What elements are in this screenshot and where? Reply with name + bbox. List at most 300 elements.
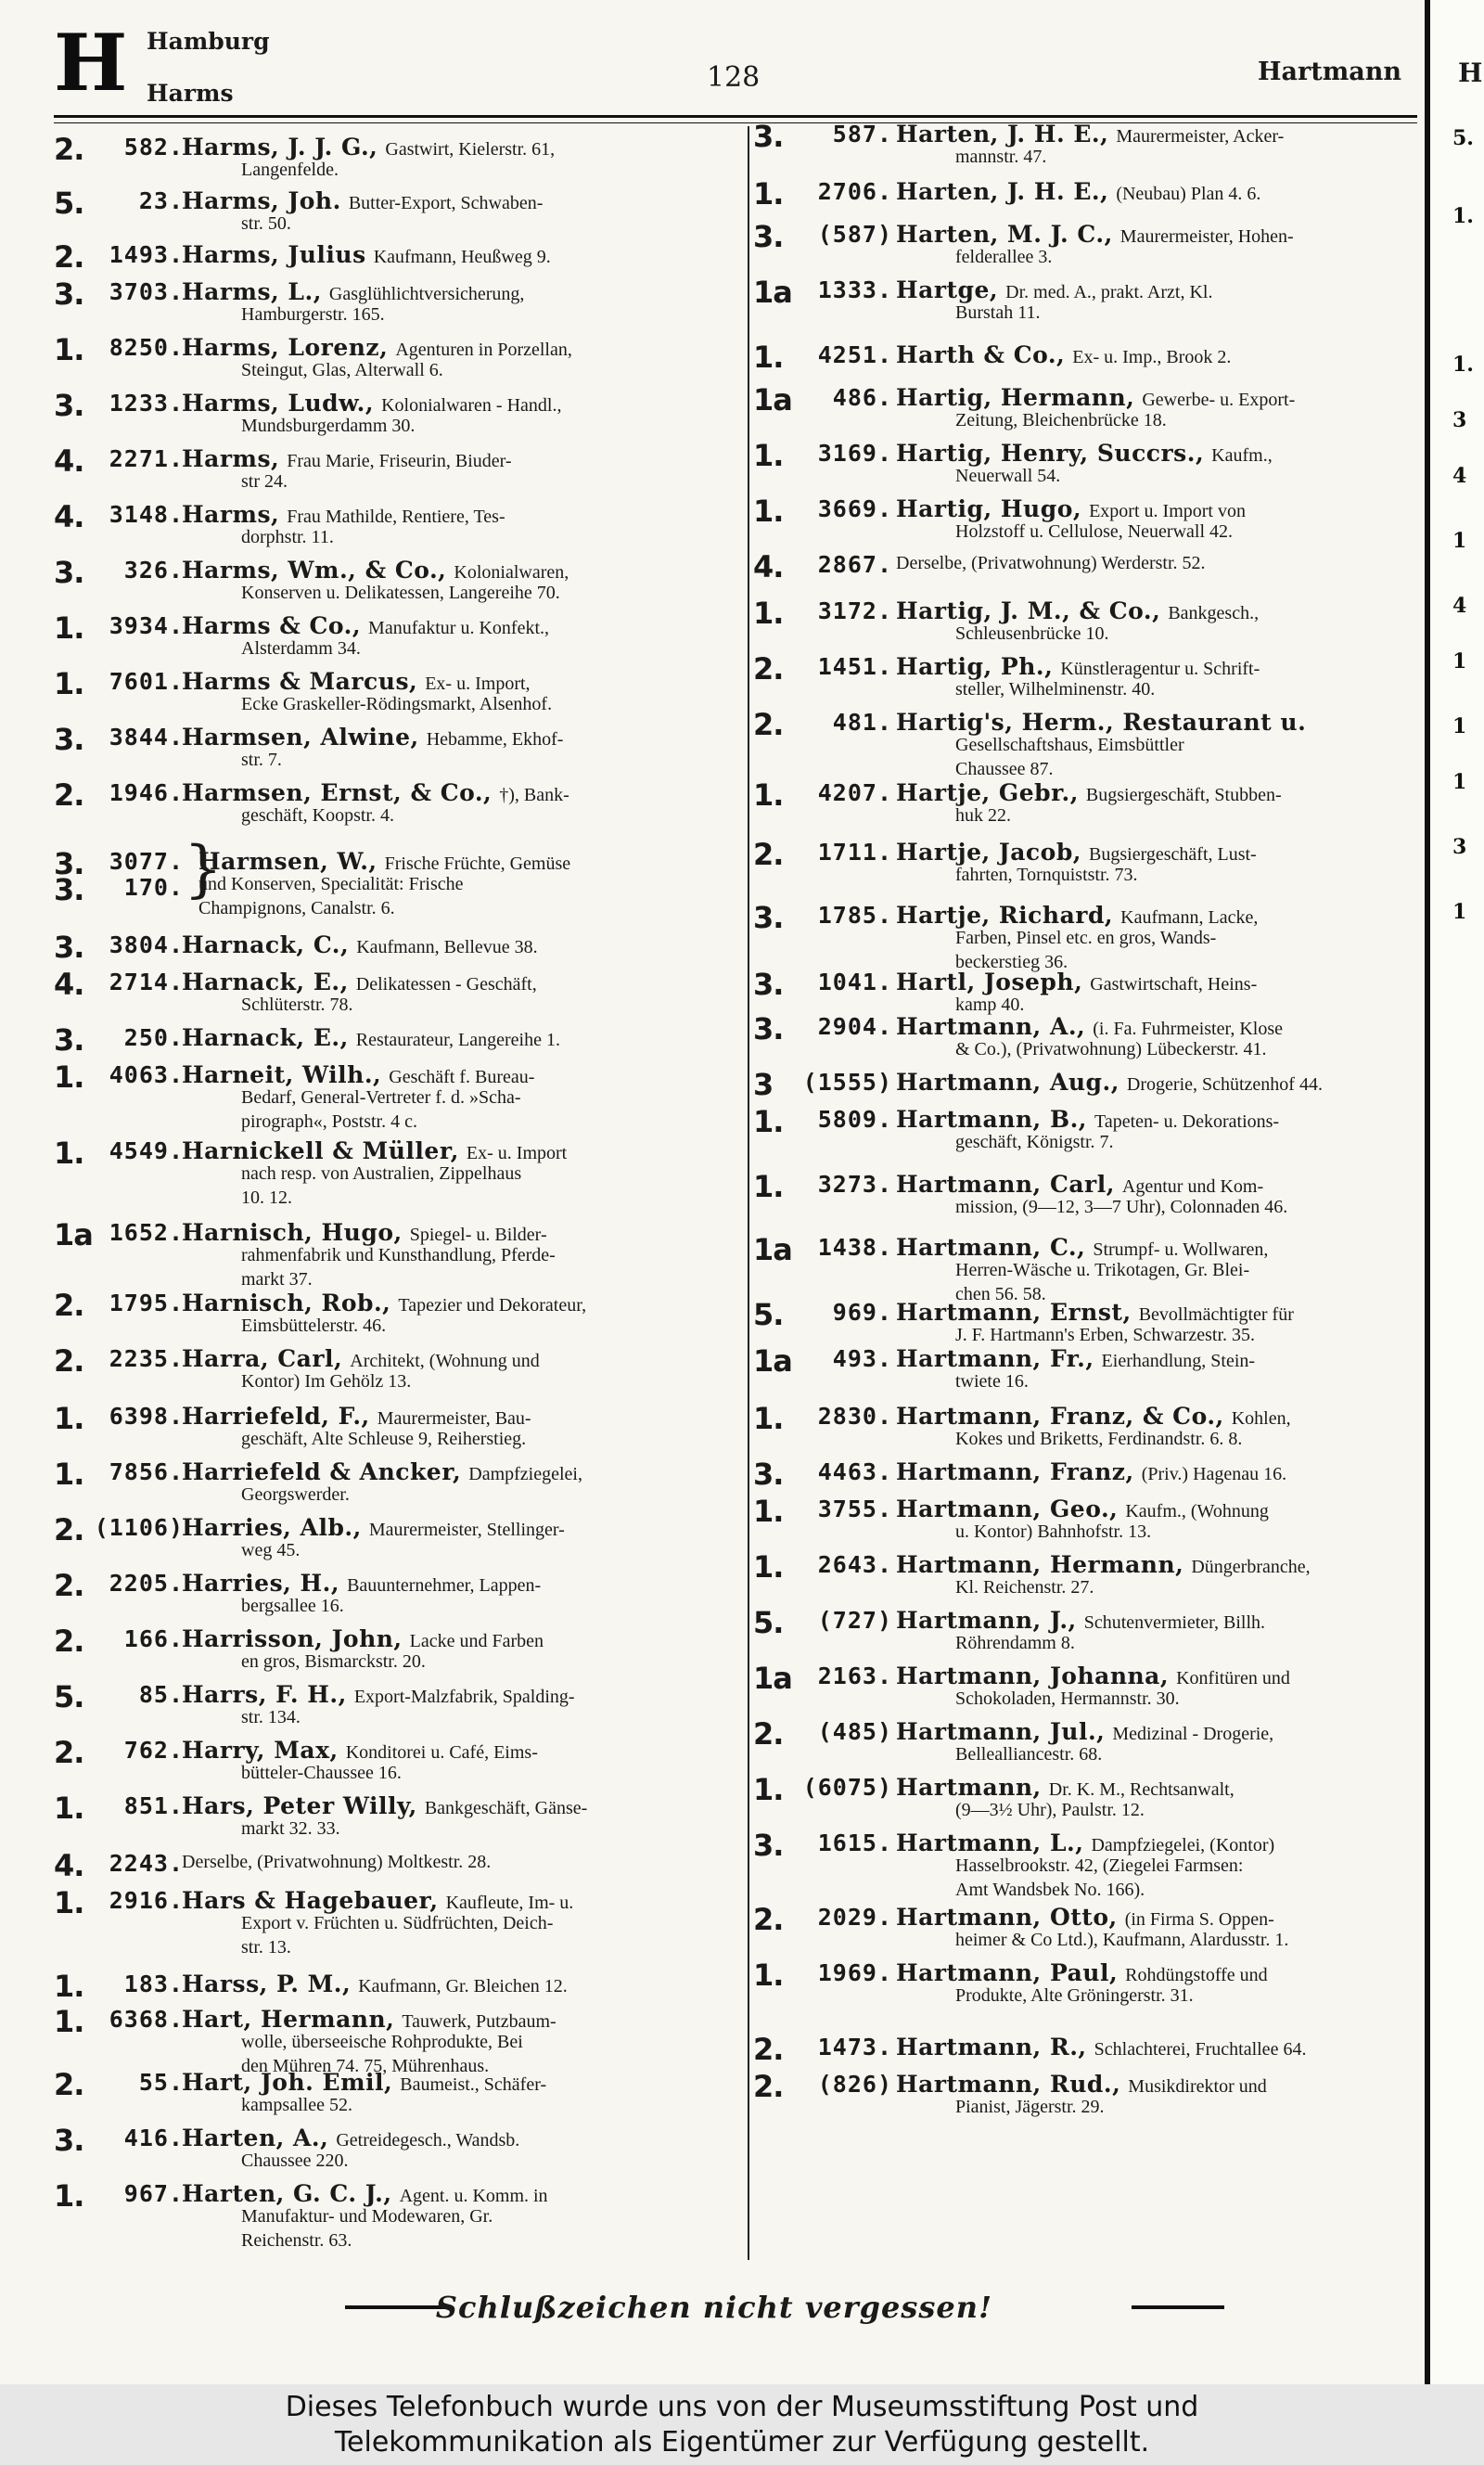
phone-number: 2706. — [817, 178, 892, 205]
entry-description: Dr. K. M., Rechtsanwalt, — [1048, 1779, 1235, 1800]
directory-entry — [753, 380, 1430, 436]
entry-description: Lacke und Farben — [409, 1631, 544, 1651]
entry-line-1 — [182, 1403, 531, 1430]
entry-continuation: Kl. Reichenstr. 27. — [955, 1577, 1094, 1598]
entry-continuation: str 24. — [241, 471, 288, 492]
directory-entry — [753, 1956, 1430, 2011]
entry-continuation: (9—3½ Uhr), Paulstr. 12. — [955, 1800, 1145, 1820]
directory-entry — [54, 965, 744, 1021]
entry-continuation-2: pirograph«, Poststr. 4 c. — [241, 1111, 417, 1132]
entry-continuation-2: str. 13. — [241, 1937, 291, 1958]
phone-number: 1652. — [109, 1219, 184, 1246]
directory-entry — [54, 776, 744, 831]
entry-line-1 — [182, 1458, 582, 1485]
exchange-code: 2. — [54, 1735, 84, 1770]
entry-continuation-2: den Mühren 74. 75, Mührenhaus. — [241, 2056, 490, 2076]
entry-line-1 — [896, 1718, 1273, 1745]
phone-number: 3934. — [109, 612, 184, 639]
exchange-code: 3. — [753, 1457, 784, 1492]
phone-number: 1969. — [817, 1959, 892, 1986]
subscriber-name: Hartig's, Herm., Restaurant u. — [896, 709, 1307, 736]
entry-description: Kaufm., (Wohnung — [1125, 1501, 1269, 1521]
adjacent-page-digit: 5. — [1452, 126, 1474, 150]
adjacent-page-digit: 1 — [1452, 649, 1467, 674]
exchange-code: 3. — [54, 388, 84, 423]
directory-entry — [54, 664, 744, 720]
subscriber-name: Harten, J. H. E., — [896, 178, 1109, 205]
entry-description: Dampfziegelei, — [468, 1464, 582, 1484]
exchange-code: 2. — [753, 837, 784, 872]
entry-description: Baumeist., Schäfer- — [400, 2074, 547, 2095]
entry-continuation-2: markt 37. — [241, 1269, 313, 1290]
entry-description: Drogerie, Schützenhof 44. — [1126, 1074, 1323, 1095]
exchange-code: 1. — [753, 1169, 784, 1204]
entry-description: Kohlen, — [1231, 1408, 1291, 1429]
entry-description: Bugsiergeschäft, Lust- — [1089, 844, 1257, 865]
phone-number: 183. — [123, 1971, 184, 1997]
directory-entry — [54, 720, 744, 776]
exchange-code: 1. — [753, 1772, 784, 1807]
subscriber-name: Hartmann, A., — [896, 1013, 1086, 1040]
entry-line-1 — [896, 495, 1246, 522]
entry-line-1 — [896, 902, 1258, 929]
entry-description: Bankgesch., — [1168, 603, 1260, 623]
adjacent-page-digit: 3 — [1452, 835, 1467, 859]
entry-line-1 — [896, 1829, 1274, 1856]
entry-description: Maurermeister, Stellinger- — [368, 1520, 565, 1540]
entry-line-1 — [896, 551, 1206, 574]
entry-line-1 — [896, 1345, 1255, 1372]
phone-number: 416. — [123, 2125, 184, 2151]
subscriber-name: Harry, Max, — [182, 1737, 339, 1764]
entry-continuation-2: 10. 12. — [241, 1188, 292, 1208]
entry-line-1 — [896, 178, 1260, 205]
exchange-code: 1. — [753, 596, 784, 631]
phone-number: 4463. — [817, 1458, 892, 1485]
entry-line-1 — [896, 1403, 1291, 1430]
directory-entry — [54, 130, 744, 186]
subscriber-name: Hartmann, Ernst, — [896, 1299, 1132, 1326]
entry-line-1 — [182, 1345, 540, 1372]
phone-number: 3273. — [817, 1171, 892, 1198]
phone-number: 3169. — [817, 440, 892, 467]
adjacent-page-letter: H — [1458, 58, 1483, 88]
directory-entry — [54, 609, 744, 664]
phone-number: 3077. — [109, 848, 184, 875]
phone-number: 1946. — [109, 779, 184, 806]
entry-continuation: Georgswerder. — [241, 1484, 350, 1505]
entry-continuation: kamp 40. — [955, 995, 1025, 1015]
entry-line-1 — [182, 187, 543, 214]
entry-line-1 — [182, 557, 569, 584]
exchange-code: 1. — [54, 1401, 84, 1436]
footer-bar-right — [1132, 2305, 1224, 2309]
directory-entry — [753, 1826, 1430, 1900]
entry-description: Ex- u. Import, — [425, 674, 531, 694]
phone-number: 2714. — [109, 969, 184, 995]
entry-continuation: Export v. Früchten u. Südfrüchten, Deich- — [241, 1913, 554, 1933]
exchange-code: 4. — [54, 499, 84, 534]
directory-entry — [753, 2067, 1430, 2123]
subscriber-name: Harrisson, John, — [182, 1625, 403, 1652]
entry-continuation: Manufaktur- und Modewaren, Gr. — [241, 2206, 493, 2227]
entry-continuation: Alsterdamm 34. — [241, 638, 361, 659]
directory-entry — [753, 1342, 1430, 1397]
entry-continuation: weg 45. — [241, 1540, 301, 1560]
exchange-code: 1. — [753, 1958, 784, 1993]
phone-number: 1451. — [817, 653, 892, 680]
subscriber-name: Hart, Joh. Emil, — [182, 2069, 393, 2096]
entry-description: Delikatessen - Geschäft, — [355, 974, 537, 995]
phone-number: 3844. — [109, 724, 184, 751]
entry-description: Schutenvermieter, Billh. — [1083, 1612, 1266, 1633]
directory-entry — [753, 117, 1430, 173]
entry-line-1 — [182, 1024, 560, 1051]
entry-line-1 — [198, 848, 570, 875]
exchange-code: 5. — [54, 1679, 84, 1714]
entry-description: Getreidegesch., Wandsb. — [336, 2130, 520, 2150]
credit-line-2: Telekommunikation als Eigentümer zur Verfügung gestellt. — [334, 2426, 1150, 2459]
subscriber-name: Hartmann, Fr., — [896, 1345, 1094, 1372]
directory-entry — [54, 2121, 744, 2176]
directory-entry — [753, 1230, 1430, 1304]
entry-description: Kaufmann, Lacke, — [1120, 907, 1259, 928]
entry-continuation-2: beckerstieg 36. — [955, 952, 1068, 972]
exchange-code: 1. — [753, 176, 784, 212]
exchange-code: 1. — [54, 610, 84, 646]
entry-line-1 — [182, 1570, 541, 1597]
entry-line-1 — [182, 1737, 538, 1764]
entry-continuation: J. F. Hartmann's Erben, Schwarzestr. 35. — [955, 1325, 1256, 1345]
column-divider — [748, 126, 749, 2260]
exchange-code: 1. — [753, 438, 784, 473]
directory-entry — [753, 649, 1430, 705]
entry-description: Ex- u. Imp., Brook 2. — [1072, 347, 1232, 367]
adjacent-page-digit: 1 — [1452, 770, 1467, 794]
entry-description: Spiegel- u. Bilder- — [409, 1225, 547, 1245]
entry-continuation: steller, Wilhelminenstr. 40. — [955, 679, 1156, 700]
phone-number: 166. — [123, 1625, 184, 1652]
subscriber-name: Hartmann, Hermann, — [896, 1551, 1184, 1578]
phone-number: 1438. — [817, 1234, 892, 1261]
subscriber-name: Harten, G. C. J., — [182, 2180, 392, 2207]
subscriber-name: Harnickell & Müller, — [182, 1137, 459, 1164]
subscriber-name: Harra, Carl, — [182, 1345, 343, 1372]
entry-description: Restaurateur, Langereihe 1. — [355, 1030, 560, 1050]
directory-entry — [753, 1547, 1430, 1603]
phone-number: (1106) — [94, 1514, 184, 1541]
entry-description: Schlachterei, Fruchtallee 64. — [1094, 2039, 1307, 2060]
phone-number: 170. — [123, 874, 184, 901]
entry-continuation: nach resp. von Australien, Zippelhaus — [241, 1163, 522, 1184]
entry-description: Dampfziegelei, (Kontor) — [1091, 1835, 1275, 1855]
directory-entry — [753, 594, 1430, 649]
phone-number: 23. — [138, 187, 184, 214]
adjacent-page-digit: 1 — [1452, 529, 1467, 553]
phone-number: 1233. — [109, 390, 184, 417]
subscriber-name: Harriefeld & Ancker, — [182, 1458, 462, 1485]
directory-entry — [54, 1134, 744, 1208]
entry-continuation: Gesellschaftshaus, Eimsbüttler — [955, 735, 1184, 755]
exchange-code: 1. — [753, 777, 784, 813]
phone-number: 55. — [138, 2069, 184, 2096]
exchange-code: 1. — [54, 1885, 84, 1920]
exchange-code: 1a — [753, 1232, 792, 1267]
entry-description: Hebamme, Ekhof- — [426, 729, 564, 750]
directory-entry — [753, 1399, 1430, 1455]
entry-line-1 — [896, 1234, 1268, 1261]
entry-description: Bugsiergeschäft, Stubben- — [1085, 785, 1282, 805]
entry-continuation: markt 32. 33. — [241, 1818, 340, 1839]
entry-continuation: geschäft, Alte Schleuse 9, Reiherstieg. — [241, 1429, 527, 1449]
entry-line-1 — [896, 1171, 1263, 1198]
entry-continuation: Pianist, Jägerstr. 29. — [955, 2097, 1105, 2117]
phone-number: (1555) — [802, 1069, 892, 1096]
phone-number: 2243. — [109, 1850, 184, 1877]
directory-entry — [54, 386, 744, 442]
credit-banner — [0, 2384, 1484, 2465]
entry-continuation: & Co.), (Privatwohnung) Lübeckerstr. 41. — [955, 1039, 1267, 1059]
entry-description: (Neubau) Plan 4. 6. — [1116, 184, 1261, 204]
entry-continuation: heimer & Co Ltd.), Kaufmann, Alardusstr. 1. — [955, 1930, 1289, 1950]
directory-entry — [54, 1789, 744, 1844]
entry-line-1 — [896, 121, 1284, 148]
subscriber-name: Harmsen, Alwine, — [182, 724, 419, 751]
entry-description: (Priv.) Hagenau 16. — [1141, 1464, 1287, 1484]
exchange-code: 2. — [54, 2067, 84, 2102]
subscriber-name: Harss, P. M., — [182, 1971, 352, 1997]
subscriber-name: Harms, Julius — [182, 241, 366, 268]
entry-description: Eierhandlung, Stein- — [1101, 1351, 1256, 1371]
entry-line-1 — [896, 276, 1212, 303]
entry-line-1 — [182, 241, 551, 268]
directory-entry — [54, 275, 744, 330]
entry-line-1 — [182, 931, 538, 958]
entry-description: Maurermeister, Acker- — [1116, 126, 1285, 147]
subscriber-name: Harten, M. J. C., — [896, 221, 1113, 248]
entry-continuation: Schleusenbrücke 10. — [955, 623, 1109, 644]
exchange-code: 3. — [54, 555, 84, 590]
entry-description: Derselbe, (Privatwohnung) Werderstr. 52. — [896, 553, 1206, 573]
phone-number: 582. — [123, 134, 184, 160]
entry-description: Bankgeschäft, Gänse- — [424, 1798, 588, 1818]
entry-description: Tauwerk, Putzbaum- — [402, 2011, 556, 2032]
exchange-code: 2. — [54, 1568, 84, 1603]
entry-line-1 — [896, 1496, 1269, 1522]
phone-number: 2205. — [109, 1570, 184, 1597]
phone-number: 2916. — [109, 1887, 184, 1914]
entry-description: Bevollmächtigter für — [1138, 1304, 1294, 1325]
directory-entry — [54, 330, 744, 386]
subscriber-name: Hartge, — [896, 276, 999, 303]
phone-number: 2029. — [817, 1904, 892, 1931]
credit-line-1: Dieses Telefonbuch wurde uns von der Museumsstiftung Post und — [285, 2391, 1199, 2423]
entry-continuation: Produkte, Alte Gröningerstr. 31. — [955, 1985, 1194, 2006]
subscriber-name: Hartmann, Rud., — [896, 2071, 1121, 2098]
entry-line-1 — [182, 1290, 586, 1316]
exchange-code: 4. — [54, 443, 84, 479]
exchange-code: 2. — [54, 1624, 84, 1659]
subscriber-name: Hartmann, Paul, — [896, 1959, 1119, 1986]
entry-line-1 — [182, 501, 505, 528]
entry-continuation: felderallee 3. — [955, 247, 1053, 267]
subscriber-name: Harms & Marcus, — [182, 668, 418, 695]
entry-description: Dr. med. A., prakt. Arzt, Kl. — [1005, 282, 1213, 302]
phone-number: (587) — [817, 221, 892, 248]
subscriber-name: Hartig, Hugo, — [896, 495, 1082, 522]
entry-description: Export-Malzfabrik, Spalding- — [353, 1687, 575, 1707]
phone-number: 3804. — [109, 931, 184, 958]
adjacent-page-digit: 1. — [1452, 353, 1474, 377]
entry-continuation: Hamburgerstr. 165. — [241, 304, 385, 325]
entry-line-1 — [896, 440, 1273, 467]
entry-line-1 — [896, 1904, 1274, 1931]
phone-number: 8250. — [109, 334, 184, 361]
directory-entry — [54, 1510, 744, 1566]
exchange-code: 3. — [54, 1022, 84, 1058]
directory-entry — [54, 553, 744, 609]
directory-entry — [54, 497, 744, 553]
exchange-code: 1. — [54, 666, 84, 701]
exchange-code: 1a — [54, 1217, 93, 1252]
phone-number: 6398. — [109, 1403, 184, 1430]
entry-continuation: bergsallee 16. — [241, 1596, 344, 1616]
subscriber-name: Hars & Hagebauer, — [182, 1887, 439, 1914]
directory-entry — [753, 1659, 1430, 1714]
phone-number: 1785. — [817, 902, 892, 929]
subscriber-name: Hart, Hermann, — [182, 2006, 395, 2033]
exchange-code: 3. — [54, 872, 84, 907]
subscriber-name: Hars, Peter Willy, — [182, 1792, 417, 1819]
entry-description: Tapezier und Dekorateur, — [398, 1295, 587, 1316]
exchange-code: 3. — [54, 846, 84, 881]
phone-number: (826) — [817, 2071, 892, 2098]
phone-number: 969. — [832, 1299, 892, 1326]
page-number: 128 — [707, 61, 761, 94]
entry-continuation-2: Champignons, Canalstr. 6. — [198, 898, 395, 918]
entry-line-1 — [896, 2034, 1306, 2061]
entry-description: Export u. Import von — [1089, 501, 1246, 521]
entry-continuation: Kokes und Briketts, Ferdinandstr. 6. 8. — [955, 1429, 1243, 1449]
entry-line-1 — [896, 2071, 1267, 2098]
entry-description: Tapeten- u. Dekorations- — [1094, 1111, 1280, 1132]
exchange-code: 2. — [753, 2032, 784, 2067]
phone-number: 1041. — [817, 969, 892, 995]
exchange-code: 3. — [54, 276, 84, 312]
entry-continuation: und Konserven, Specialität: Frische — [198, 874, 464, 894]
entry-line-1 — [896, 709, 1313, 736]
entry-continuation: Neuerwall 54. — [955, 466, 1061, 486]
entry-line-1 — [182, 1887, 573, 1914]
entry-description: †), Bank- — [499, 785, 569, 805]
exchange-code: 1a — [753, 275, 792, 310]
entry-line-1 — [896, 1299, 1294, 1326]
entry-description: Kaufm., — [1211, 445, 1273, 466]
directory-entry — [54, 1399, 744, 1455]
exchange-code: 1. — [753, 494, 784, 529]
entry-description: Kolonialwaren - Handl., — [381, 395, 562, 416]
entry-description: Geschäft f. Bureau- — [389, 1067, 535, 1087]
entry-description: Ex- u. Import — [466, 1143, 568, 1163]
entry-description: Frau Mathilde, Rentiere, Tes- — [287, 507, 505, 527]
entry-continuation: str. 50. — [241, 213, 291, 234]
directory-entry — [54, 1342, 744, 1397]
entry-line-1 — [896, 1013, 1283, 1040]
entry-line-1 — [896, 969, 1257, 995]
entry-line-1 — [896, 839, 1257, 866]
subscriber-name: Harms, Joh. — [182, 187, 341, 214]
phone-number: 2163. — [817, 1663, 892, 1689]
entry-continuation: str. 7. — [241, 750, 282, 770]
exchange-code: 1. — [753, 1494, 784, 1529]
directory-entry — [753, 1102, 1430, 1158]
entry-continuation: Langenfelde. — [241, 160, 339, 180]
directory-entry — [54, 2176, 744, 2251]
phone-number: 1493. — [109, 241, 184, 268]
subscriber-name: Hartmann, L., — [896, 1829, 1084, 1856]
entry-continuation: en gros, Bismarckstr. 20. — [241, 1651, 426, 1672]
directory-entry — [753, 436, 1430, 492]
entry-line-1 — [182, 612, 549, 639]
entry-continuation: Zeitung, Bleichenbrücke 18. — [955, 410, 1167, 430]
adjacent-page-digit: 1. — [1452, 204, 1474, 228]
entry-line-1 — [182, 668, 531, 695]
phone-number: 851. — [123, 1792, 184, 1819]
phone-number: 3669. — [817, 495, 892, 522]
exchange-code: 3. — [753, 900, 784, 935]
entry-line-1 — [182, 1219, 547, 1246]
directory-entry — [54, 1622, 744, 1677]
entry-description: Agenturen in Porzellan, — [395, 340, 572, 360]
phone-number: 85. — [138, 1681, 184, 1708]
entry-continuation: Bedarf, General-Vertreter f. d. »Scha- — [241, 1087, 521, 1108]
exchange-code: 5. — [753, 1297, 784, 1332]
header-range-start: Harms — [147, 80, 234, 107]
subscriber-name: Harnisch, Hugo, — [182, 1219, 403, 1246]
exchange-code: 2. — [753, 651, 784, 687]
entry-line-1 — [182, 1850, 491, 1873]
entry-line-1 — [182, 969, 537, 995]
entry-continuation: fahrten, Tornquiststr. 73. — [955, 865, 1138, 885]
subscriber-name: Hartmann, Johanna, — [896, 1663, 1170, 1689]
phone-number: 2235. — [109, 1345, 184, 1372]
phone-number: 2643. — [817, 1551, 892, 1578]
entry-continuation: dorphstr. 11. — [241, 527, 334, 547]
directory-entry — [753, 1603, 1430, 1659]
entry-description: Konditorei u. Café, Eims- — [345, 1742, 538, 1763]
directory-entry — [54, 1215, 744, 1290]
subscriber-name: Hartig, J. M., & Co., — [896, 597, 1161, 624]
directory-entry — [753, 1009, 1430, 1065]
entry-description: (in Firma S. Oppen- — [1124, 1909, 1274, 1930]
subscriber-name: Hartmann, B., — [896, 1106, 1087, 1133]
subscriber-name: Harnack, E., — [182, 1024, 349, 1051]
exchange-code: 1. — [54, 1969, 84, 2004]
exchange-code: 3. — [54, 930, 84, 965]
exchange-code: 3. — [753, 219, 784, 254]
exchange-code: 1. — [753, 1401, 784, 1436]
directory-entry — [54, 1733, 744, 1789]
entry-continuation: bütteler-Chaussee 16. — [241, 1763, 402, 1783]
entry-continuation: str. 134. — [241, 1707, 301, 1727]
exchange-code: 3. — [753, 1828, 784, 1863]
exchange-code: 2. — [54, 132, 84, 167]
exchange-code: 1a — [753, 382, 792, 417]
subscriber-name: Hartig, Henry, Succrs., — [896, 440, 1205, 467]
exchange-code: 1. — [753, 1549, 784, 1585]
entry-line-1 — [182, 134, 555, 160]
phone-number: 250. — [123, 1024, 184, 1051]
